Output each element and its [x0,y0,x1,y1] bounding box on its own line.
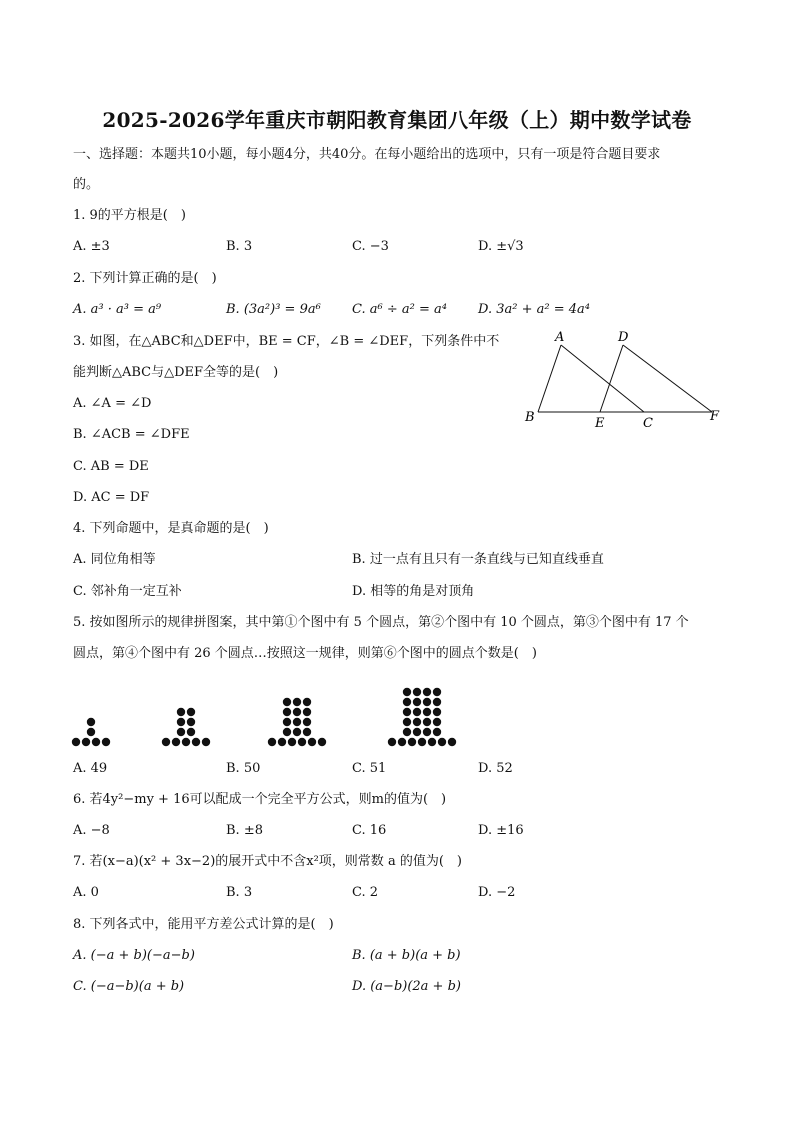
question-8-option-c: C. (−a−b)(a + b) [73,979,185,994]
dot [283,718,291,726]
question-6-option-a: A. −8 [73,823,110,838]
question-5-option-d: D. 52 [478,761,513,776]
question-1-option-c: C. −3 [352,239,389,254]
dot [92,738,100,746]
question-8-option-a: A. (−a + b)(−a−b) [73,948,195,963]
dot [433,698,441,706]
dot [87,718,95,726]
page-title: 2025-2026学年重庆市朝阳教育集团八年级（上）期中数学试卷 [102,108,692,132]
dot [177,708,185,716]
question-5-option-b: B. 50 [226,761,261,776]
dot [293,718,301,726]
question-8-option-b: B. (a + b)(a + b) [352,948,461,963]
question-3-option-b: B. ∠ACB = ∠DFE [73,427,190,442]
dot [303,728,311,736]
label-f: F [710,409,720,424]
question-2-stem: 2. 下列计算正确的是( ) [73,271,217,286]
dot [433,708,441,716]
label-b: B [525,410,535,425]
dot [303,718,311,726]
question-8-option-d: D. (a−b)(2a + b) [352,979,461,994]
dot [187,708,195,716]
dot [283,728,291,736]
dot [403,698,411,706]
question-8-stem: 8. 下列各式中，能用平方差公式计算的是( ) [73,917,334,932]
question-5-stem-line2: 圆点，第④个图中有 26 个圆点…按照这一规律，则第⑥个图中的圆点个数是( ) [73,646,537,661]
dot [433,718,441,726]
dot-pattern-figure [60,664,480,754]
question-3-stem-line2: 能判断△ABC与△DEF全等的是( ) [73,365,279,380]
dot [192,738,200,746]
triangle-figure [520,328,730,433]
dot [423,698,431,706]
dot [413,708,421,716]
dot [398,738,406,746]
question-4-option-d: D. 相等的角是对顶角 [352,584,475,599]
dot [202,738,210,746]
dot [413,698,421,706]
dot [418,738,426,746]
label-c: C [643,416,653,431]
dot [448,738,456,746]
question-4-option-a: A. 同位角相等 [73,552,156,567]
question-6-stem: 6. 若4y²−my + 16可以配成一个完全平方公式，则m的值为( ) [73,792,447,807]
dot [433,688,441,696]
dot [102,738,110,746]
dot [187,718,195,726]
dot [177,718,185,726]
question-3-stem-line1: 3. 如图，在△ABC和△DEF中，BE = CF，∠B = ∠DEF，下列条件中不 [73,334,500,349]
dot [278,738,286,746]
dot [187,728,195,736]
question-6-option-b: B. ±8 [226,823,263,838]
question-6-option-c: C. 16 [352,823,387,838]
dot [182,738,190,746]
label-a: A [555,330,565,345]
dot [82,738,90,746]
segment-de [600,345,623,412]
dot [172,738,180,746]
question-1-stem: 1. 9的平方根是( ) [73,208,186,223]
question-5-option-a: A. 49 [73,761,108,776]
dot [288,738,296,746]
dot-figure-2 [162,708,210,746]
dot [283,708,291,716]
dot [423,688,431,696]
dot [268,738,276,746]
dot [438,738,446,746]
dot [413,688,421,696]
dot [403,688,411,696]
dot [388,738,396,746]
dot-figure-1 [72,718,110,746]
dot [293,708,301,716]
dot [423,718,431,726]
dot [413,718,421,726]
question-5-option-c: C. 51 [352,761,387,776]
question-3-option-d: D. AC = DF [73,490,150,505]
label-d: D [618,330,629,345]
question-3-option-a: A. ∠A = ∠D [73,396,152,411]
question-3-option-c: C. AB = DE [73,459,149,474]
dot [303,708,311,716]
dot [403,708,411,716]
segment-ac [561,345,644,412]
question-2-option-b: B. (3a²)³ = 9a⁶ [226,302,321,317]
dot [72,738,80,746]
dot [423,728,431,736]
dot [423,708,431,716]
dot [433,728,441,736]
question-7-option-d: D. −2 [478,885,516,900]
label-e: E [595,416,605,431]
dot [298,738,306,746]
dot [87,728,95,736]
dot-figure-4 [388,688,456,746]
dot [283,698,291,706]
dot [177,728,185,736]
dot [318,738,326,746]
dot [408,738,416,746]
question-1-option-b: B. 3 [226,239,253,254]
dot [293,728,301,736]
question-2-option-a: A. a³ · a³ = a⁹ [73,302,162,317]
dot [303,698,311,706]
dot [162,738,170,746]
section-heading: 一、选择题：本题共10小题，每小题4分，共40分。在每小题给出的选项中，只有一项是符合题目要求 [73,147,661,162]
dot [428,738,436,746]
section-heading-cont: 的。 [73,177,100,192]
question-4-stem: 4. 下列命题中，是真命题的是( ) [73,521,269,536]
dot-figure-3 [268,698,326,746]
question-7-stem: 7. 若(x−a)(x² + 3x−2)的展开式中不含x²项，则常数 a 的值为( ) [73,854,462,869]
question-4-option-c: C. 邻补角一定互补 [73,584,182,599]
question-4-option-b: B. 过一点有且只有一条直线与已知直线垂直 [352,552,604,567]
dot [308,738,316,746]
question-7-option-a: A. 0 [73,885,99,900]
question-2-option-d: D. 3a² + a² = 4a⁴ [478,302,590,317]
dot [403,718,411,726]
dot [293,698,301,706]
segment-df [623,345,712,412]
question-1-option-a: A. ±3 [73,239,110,254]
question-6-option-d: D. ±16 [478,823,524,838]
segment-ab [538,345,561,412]
dot [403,728,411,736]
question-1-option-d: D. ±√3 [478,239,524,254]
question-7-option-c: C. 2 [352,885,379,900]
question-5-stem-line1: 5. 按如图所示的规律拼图案，其中第①个图中有 5 个圆点，第②个图中有 10 个圆点，第③个图中有 17 个 [73,615,689,630]
dot [413,728,421,736]
question-2-option-c: C. a⁶ ÷ a² = a⁴ [352,302,447,317]
question-7-option-b: B. 3 [226,885,253,900]
